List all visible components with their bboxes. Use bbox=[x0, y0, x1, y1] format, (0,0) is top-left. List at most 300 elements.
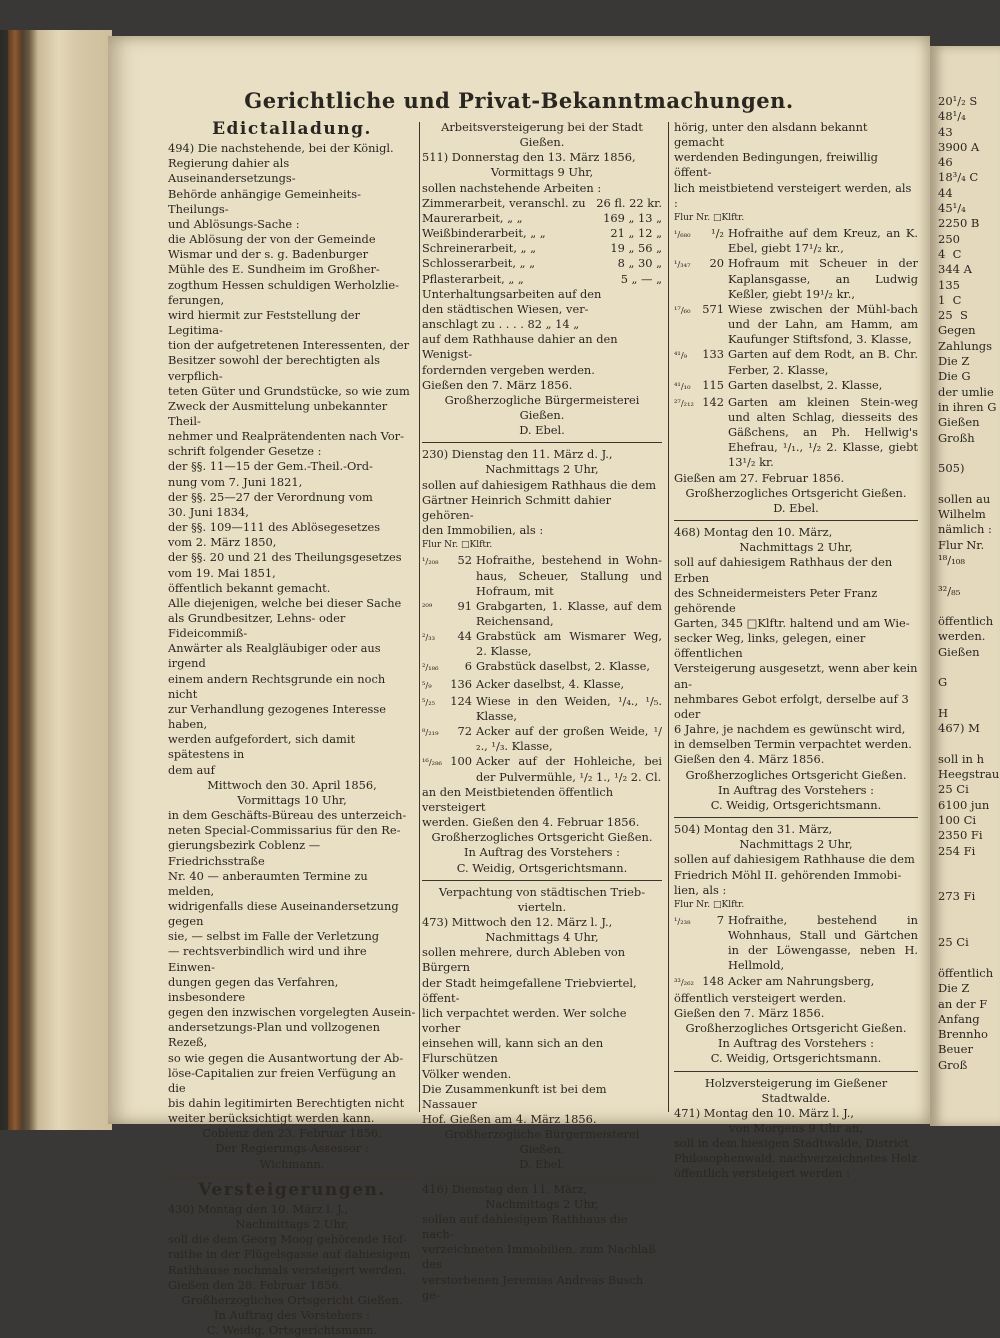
parcel-entry bbox=[422, 724, 662, 754]
work-type: Zimmerarbeit, veranschl. zu bbox=[422, 195, 586, 210]
text-line: dungen gegen das Verfahren, insbesondere bbox=[168, 974, 339, 1004]
work-type: Schlosserarbeit, „ „ bbox=[422, 256, 536, 271]
facing-page-line bbox=[938, 599, 1000, 614]
notice-title: vierteln. bbox=[517, 899, 567, 914]
parcel-flur: ²/₁₈₆ bbox=[422, 663, 439, 674]
text-line: Nachmittags 2 Uhr, bbox=[739, 837, 853, 852]
book-binding bbox=[0, 30, 112, 1130]
parcel-description: Garten daselbst, 2. Klasse, bbox=[728, 377, 883, 392]
facing-page-line bbox=[938, 951, 1000, 966]
parcel-area: 100 bbox=[450, 754, 472, 769]
parcel-flur: ⁸/₂₁₉ bbox=[422, 728, 439, 739]
parcel-flur: ¹⁶/₂₈₆ bbox=[422, 758, 442, 769]
text-line: Großherzogliches Ortsgericht Gießen. bbox=[685, 1021, 907, 1036]
notice-text bbox=[674, 991, 918, 1067]
notice-divider bbox=[422, 880, 662, 881]
facing-page-line: Beuer bbox=[938, 1042, 973, 1057]
facing-page-line bbox=[938, 446, 1000, 461]
column-rule bbox=[419, 122, 420, 1112]
text-line: 30. Juni 1834, bbox=[168, 504, 249, 519]
parcel-description: Wiese in den Weiden, ¹/₄., ¹/₅. Klasse, bbox=[476, 693, 662, 723]
parcel-flur: ⁴¹/₉ bbox=[674, 351, 688, 362]
work-cost: 169 „ 13 „ bbox=[603, 210, 662, 225]
parcel-flur: ⁵/₉ bbox=[422, 680, 432, 691]
text-line: nehmer und Realprätendenten nach Vor- bbox=[168, 429, 404, 444]
text-line: sollen auf dahiesigem Rathhaus die nach- bbox=[422, 1211, 628, 1242]
text-line: In Auftrag des Vorstehers : bbox=[214, 1308, 370, 1323]
text-line: Coblenz den 23. Februar 1856. bbox=[202, 1126, 382, 1141]
text-line: anschlagt zu . . . . 82 „ 14 „ bbox=[422, 317, 580, 332]
text-line: neten Special-Commissarius für den Re- bbox=[168, 823, 401, 838]
section-heading-edictal: Edictalladung. bbox=[212, 119, 372, 139]
parcel-flur: ¹/₆₈₀ bbox=[674, 230, 691, 241]
text-line: sollen mehrere, durch Ableben von Bürgern bbox=[422, 945, 626, 975]
parcel-description: Hofraithe, bestehend in Wohn-haus, Scheuer, Stallung und Hofraum, mit bbox=[476, 553, 662, 598]
parcel-column-header: Flur Nr. □Klftr. bbox=[422, 540, 493, 551]
text-line: werden. Gießen den 4. Februar 1856. bbox=[422, 815, 640, 830]
text-line: C. Weidig, Ortsgerichtsmann. bbox=[710, 1051, 882, 1066]
facing-page-line: öffentlich bbox=[938, 965, 994, 980]
work-cost-row bbox=[422, 211, 662, 226]
text-line: öffentlich versteigert werden : bbox=[674, 1166, 851, 1181]
parcel-flur: ³³/₂₆₂ bbox=[674, 977, 694, 988]
facing-page-line bbox=[938, 920, 1000, 935]
parcel-area: 72 bbox=[457, 724, 472, 739]
text-line: hörig, unter den alsdann bekannt gemacht bbox=[674, 120, 868, 150]
facing-page-line: 43 bbox=[938, 124, 953, 139]
facing-page-line: 25 Ci bbox=[938, 782, 969, 797]
text-line: gierungsbezirk Coblenz — Friedrichsstraße bbox=[168, 838, 321, 868]
parcel-flur: ¹/₂₃₈ bbox=[674, 916, 691, 927]
text-line: Friedrich Möhl II. gehörenden Immobi- bbox=[674, 867, 902, 882]
text-line: 430) Montag den 10. März l. J., bbox=[168, 1201, 348, 1216]
work-cost: 5 „ — „ bbox=[620, 271, 662, 286]
text-line: Nachmittags 2 Uhr, bbox=[485, 1196, 599, 1211]
facing-page-line: 273 Fi bbox=[938, 889, 976, 904]
text-line: 6 Jahre, je nachdem es gewünscht wird, bbox=[674, 722, 906, 737]
text-line: der §§. 25—27 der Verordnung vom bbox=[168, 489, 373, 504]
notice-473 bbox=[422, 915, 662, 1173]
text-line: löse-Capitalien zur freien Verfügung an die bbox=[168, 1065, 396, 1095]
parcel-list bbox=[674, 913, 918, 991]
parcel-description: Hofraithe, bestehend in Wohnhaus, Stall und Gärtchen in der Löwengasse, neben H. Hellmold, bbox=[728, 912, 918, 973]
facing-page-line: 1 C bbox=[938, 292, 962, 307]
facing-page-line: in ihren G bbox=[938, 399, 997, 414]
text-line: lien, als : bbox=[674, 882, 727, 897]
text-line: andersetzungs-Plan und vollzogenen Rezeß, bbox=[168, 1020, 380, 1050]
parcel-entry bbox=[422, 599, 662, 629]
text-line: vom 19. Mai 1851, bbox=[168, 565, 276, 580]
text-line: verzeichneten Immobilien, zum Nachlaß des bbox=[422, 1242, 656, 1272]
work-cost-row bbox=[422, 256, 662, 271]
facing-page-line bbox=[938, 568, 1000, 583]
parcel-area: 124 bbox=[450, 693, 472, 708]
parcel-entry bbox=[674, 226, 918, 256]
text-line: C. Weidig, Ortsgerichtsmann. bbox=[710, 797, 882, 812]
parcel-flur: ²⁰⁹ bbox=[422, 602, 433, 613]
facing-page-line: 100 Ci bbox=[938, 812, 977, 827]
facing-page-line: 3900 A bbox=[938, 139, 980, 154]
text-line: D. Ebel. bbox=[519, 1157, 565, 1172]
facing-page-line: 254 Fi bbox=[938, 843, 976, 858]
text-line: sie, — selbst im Falle der Verletzung bbox=[168, 929, 380, 944]
newspaper-page bbox=[108, 36, 930, 1338]
facing-page-line: Die Z bbox=[938, 354, 970, 369]
text-line: widrigenfalls diese Auseinandersetzung gegen bbox=[168, 898, 399, 929]
facing-page-line: sollen au bbox=[938, 491, 991, 506]
text-line: nung vom 7. Juni 1821, bbox=[168, 474, 303, 489]
notice-230 bbox=[422, 447, 662, 538]
text-line: Großherzogliches Ortsgericht Gießen. bbox=[685, 485, 907, 500]
parcel-area: 91 bbox=[457, 598, 472, 613]
work-type: Schreinerarbeit, „ „ bbox=[422, 241, 537, 256]
section-heading-versteigerungen: Versteigerungen. bbox=[198, 1179, 386, 1200]
text-line: einem andern Rechtsgrunde ein noch nicht bbox=[168, 671, 386, 701]
text-line: Regierung dahier als Auseinandersetzungs- bbox=[168, 156, 296, 186]
text-line: nehmbares Gebot erfolgt, derselbe auf 3 oder bbox=[674, 691, 909, 721]
facing-page-line: nämlich : bbox=[938, 522, 992, 537]
facing-page-line: an der F bbox=[938, 996, 988, 1011]
text-line: Philosophenwald, nachverzeichnetes Holz bbox=[674, 1151, 918, 1166]
facing-page-line: der umlie bbox=[938, 384, 994, 399]
parcel-description: Acker daselbst, 4. Klasse, bbox=[476, 676, 625, 691]
text-line: Gießen den 28. Februar 1856. bbox=[168, 1277, 343, 1292]
text-line: als Grundbesitzer, Lehns- oder Fideicommiß- bbox=[168, 611, 346, 641]
parcel-area: 571 bbox=[702, 301, 724, 316]
notice-text bbox=[674, 471, 918, 516]
parcel-entry bbox=[674, 913, 918, 974]
text-line: D. Ebel. bbox=[773, 500, 819, 515]
parcel-flur: ⁴¹/₁₀ bbox=[674, 381, 691, 392]
text-line: Hof. Gießen am 4. März 1856. bbox=[422, 1112, 597, 1126]
text-line: Alle diejenigen, welche bei dieser Sache bbox=[168, 595, 402, 610]
parcel-description: Acker auf der großen Weide, ¹/₂., ¹/₃. Klasse, bbox=[476, 724, 662, 754]
facing-page-line: öffentlich bbox=[938, 614, 994, 629]
facing-page-line: soll in h bbox=[938, 751, 984, 766]
text-line: weiter berücksichtigt werden kann. bbox=[168, 1111, 375, 1126]
text-line: sollen auf dahiesigem Rathhaus die dem bbox=[422, 477, 656, 492]
facing-page-line bbox=[938, 905, 1000, 920]
facing-page-fragment bbox=[930, 46, 1000, 1126]
parcel-description: Acker am Nahrungsberg, bbox=[728, 973, 875, 988]
facing-page-line: Gießen bbox=[938, 415, 980, 430]
column-3 bbox=[674, 120, 918, 1182]
text-line: wird hiermit zur Feststellung der Legitima- bbox=[168, 307, 360, 338]
text-line: vom 2. März 1850, bbox=[168, 535, 277, 550]
text-line: C. Weidig, Ortsgerichtsmann. bbox=[456, 860, 628, 875]
text-line: in demselben Termin verpachtet werden. bbox=[674, 737, 912, 752]
text-line: Nachmittags 2 Uhr, bbox=[739, 540, 853, 555]
parcel-area: 133 bbox=[702, 347, 724, 362]
parcel-flur: ¹/₂₀₈ bbox=[422, 557, 439, 568]
facing-page-line: 48¹/₄ bbox=[938, 109, 966, 124]
parcel-area: 115 bbox=[702, 377, 724, 392]
text-line: teten Güter und Grundstücke, so wie zum bbox=[168, 383, 410, 398]
notice-430 bbox=[168, 1202, 416, 1338]
parcel-entry bbox=[422, 659, 662, 676]
text-line: schrift folgender Gesetze : bbox=[168, 444, 322, 459]
text-line: Mittwoch den 30. April 1856, bbox=[207, 777, 377, 792]
facing-page-line: Gießen bbox=[938, 644, 980, 659]
notice-title: Holzversteigerung im Gießener bbox=[704, 1075, 888, 1090]
text-line: C. Weidig, Ortsgerichtsmann. bbox=[206, 1323, 378, 1338]
notice-text bbox=[422, 287, 662, 439]
facing-page-line: G bbox=[938, 675, 948, 690]
facing-page-line bbox=[938, 874, 1000, 889]
parcel-entry bbox=[674, 974, 918, 991]
facing-page-line bbox=[938, 859, 1000, 874]
text-line: dem auf bbox=[168, 762, 215, 777]
text-line: zogthum Hessen schuldigen Werholzlie- bbox=[168, 277, 400, 292]
text-line: ferungen, bbox=[168, 292, 225, 307]
facing-page-line: 45¹/₄ bbox=[938, 201, 966, 216]
facing-page-line bbox=[938, 660, 1000, 675]
text-line: und Ablösungs-Sache : bbox=[168, 216, 300, 231]
text-line: an den Meistbietenden öffentlich versteigert bbox=[422, 784, 614, 814]
text-line: 473) Mittwoch den 12. März l. J., bbox=[422, 914, 613, 929]
parcel-entry bbox=[674, 347, 918, 377]
facing-page-line: 46 bbox=[938, 155, 953, 170]
parcel-area: 52 bbox=[457, 553, 472, 568]
notice-divider bbox=[674, 520, 918, 521]
parcel-description: Hofraithe auf dem Kreuz, an K. Ebel, giebt 17¹/₂ kr., bbox=[728, 226, 918, 256]
parcel-column-header: Flur Nr. □Klftr. bbox=[674, 899, 745, 910]
parcel-column-header: Flur Nr. □Klftr. bbox=[674, 212, 745, 223]
text-line: Wichmann. bbox=[259, 1156, 325, 1171]
text-line: Nachmittags 2 Uhr, bbox=[235, 1217, 349, 1232]
column-rule bbox=[668, 122, 669, 1112]
text-line: In Auftrag des Vorstehers : bbox=[718, 1036, 874, 1051]
work-cost-row bbox=[422, 272, 662, 287]
facing-page-line: 250 bbox=[938, 231, 960, 246]
text-line: 230) Dienstag den 11. März d. J., bbox=[422, 447, 613, 462]
text-line: Großherzogliche Bürgermeisterei Gießen. bbox=[444, 392, 640, 422]
text-line: Nachmittags 4 Uhr, bbox=[485, 930, 599, 945]
parcel-description: Hofraum mit Scheuer in der Kaplansgasse, an Ludwig Keßler, giebt 19¹/₂ kr., bbox=[728, 256, 918, 301]
text-line: Nr. 40 — anberaumten Termine zu melden, bbox=[168, 868, 368, 898]
text-line: Mühle des E. Sundheim im Großher- bbox=[168, 262, 380, 277]
parcel-description: Wiese zwischen der Mühl-bach und der Lahn, am Hamm, am Kaufunger Stiftsfond, 3. Klasse, bbox=[728, 301, 918, 347]
parcel-list bbox=[422, 553, 662, 784]
parcel-entry bbox=[422, 754, 662, 784]
text-line: Behörde anhängige Gemeinheits-Theilungs- bbox=[168, 186, 361, 216]
text-line: von Morgens 9 Uhr an, bbox=[729, 1121, 863, 1135]
text-line: lich meistbietend versteigert werden, als : bbox=[674, 180, 912, 210]
text-line: 494) Die nachstehende, bei der Königl. bbox=[168, 141, 394, 156]
work-cost-row bbox=[422, 241, 662, 256]
facing-page-line: 135 bbox=[938, 277, 960, 292]
text-line: den städtischen Wiesen, ver- bbox=[422, 301, 589, 316]
text-line: der §§. 109—111 des Ablösegesetzes bbox=[168, 520, 381, 535]
text-line: soll die dem Georg Moog gehörende Hof- bbox=[168, 1232, 407, 1247]
work-cost: 19 „ 56 „ bbox=[610, 241, 662, 256]
text-line: secker Weg, links, gelegen, einer öffentlichen bbox=[674, 631, 866, 661]
text-line: sollen auf dahiesigem Rathhause die dem bbox=[674, 852, 915, 867]
parcel-description: Grabstück am Wismarer Weg, 2. Klasse, bbox=[476, 629, 662, 659]
text-line: Gießen den 7. März 1856. bbox=[422, 377, 573, 392]
text-line: 416) Dienstag den 11. März, bbox=[422, 1181, 588, 1196]
parcel-area: 44 bbox=[457, 629, 472, 644]
parcel-entry bbox=[422, 629, 662, 659]
facing-page-text bbox=[930, 46, 1000, 1073]
facing-page-line: 2250 B bbox=[938, 216, 980, 231]
facing-page-line: 2350 Fi bbox=[938, 828, 983, 843]
parcel-area: 7 bbox=[716, 912, 724, 927]
text-line: Gießen den 4. März 1856. bbox=[674, 752, 825, 767]
facing-page-line: Gegen bbox=[938, 323, 976, 338]
work-type: Weißbinderarbeit, „ „ bbox=[422, 226, 546, 241]
text-line: des Schneidermeisters Peter Franz gehörende bbox=[674, 585, 878, 615]
parcel-list bbox=[674, 226, 918, 471]
text-line: auf dem Rathhause dahier an den Wenigst- bbox=[422, 332, 618, 362]
parcel-entry bbox=[422, 677, 662, 694]
section-divider bbox=[168, 1176, 416, 1179]
notice-divider bbox=[674, 1071, 918, 1072]
facing-page-line: Groß bbox=[938, 1057, 968, 1072]
facing-page-line: 6100 jun bbox=[938, 797, 990, 812]
work-cost: 26 fl. 22 kr. bbox=[596, 195, 662, 210]
parcel-entry bbox=[674, 256, 918, 301]
parcel-area: 6 bbox=[464, 659, 472, 674]
text-line: Die Zusammenkunft ist bei dem Nassauer bbox=[422, 1081, 607, 1111]
parcel-flur: ¹/₃₄₇ bbox=[674, 260, 691, 271]
text-line: Zweck der Ausmittelung unbekannter Theil- bbox=[168, 398, 388, 428]
work-type: Maurerarbeit, „ „ bbox=[422, 210, 523, 225]
text-line: Der Regierungs-Assessor : bbox=[215, 1141, 369, 1156]
notice-continuation bbox=[674, 120, 918, 211]
parcel-flur: ⁵/₂₅ bbox=[422, 697, 436, 708]
facing-page-line: 18³/₄ C bbox=[938, 170, 979, 185]
text-line: 504) Montag den 31. März, bbox=[674, 822, 833, 837]
text-line: In Auftrag des Vorstehers : bbox=[464, 845, 620, 860]
notice-504 bbox=[674, 822, 918, 898]
facing-page-line bbox=[938, 691, 1000, 706]
column-2 bbox=[422, 120, 662, 1303]
text-line: D. Ebel. bbox=[519, 423, 565, 438]
text-line: Versteigerung ausgesetzt, wenn aber kein an- bbox=[674, 661, 918, 691]
text-line: öffentlich bekannt gemacht. bbox=[168, 580, 331, 595]
text-line: den Immobilien, als : bbox=[422, 523, 544, 538]
facing-page-line: Wilhelm bbox=[938, 507, 986, 522]
text-line: Garten, 345 □Klftr. haltend und am Wie- bbox=[674, 616, 910, 630]
parcel-area: 136 bbox=[450, 676, 472, 691]
facing-page-line: 25 S bbox=[938, 308, 968, 323]
text-line: so wie gegen die Ausantwortung der Ab- bbox=[168, 1050, 404, 1065]
text-line: Wismar und der s. g. Badenburger bbox=[168, 247, 369, 262]
notice-divider bbox=[422, 1177, 662, 1178]
notice-494 bbox=[168, 141, 416, 1172]
facing-page-line: 467) M bbox=[938, 721, 980, 736]
notice-title: Gießen. bbox=[519, 135, 565, 150]
text-line: Völker wenden. bbox=[422, 1066, 512, 1081]
notice-number-511: 511) Donnerstag den 13. März 1856, bbox=[422, 150, 636, 165]
text-line: werden aufgefordert, sich damit spätestens in bbox=[168, 732, 356, 762]
text-line: öffentlich versteigert werden. bbox=[674, 990, 847, 1005]
text-line: Großherzogliche Bürgermeisterei Gießen. bbox=[444, 1127, 640, 1157]
notice-title: Verpachtung von städtischen Trieb- bbox=[438, 884, 646, 899]
parcel-description: Garten am kleinen Stein-weg und alten Schlag, diesseits des Gäßchens, an Ph. Hellwig's Ehefrau, ¹/₁., ¹/₂ 2. Klasse, giebt 13¹/₂ kr. bbox=[728, 394, 918, 470]
facing-page-line bbox=[938, 736, 1000, 751]
notice-468 bbox=[674, 525, 918, 813]
parcel-flur: ²/₃₃ bbox=[422, 633, 436, 644]
facing-page-line: H bbox=[938, 705, 949, 720]
work-type: Pflasterarbeit, „ „ bbox=[422, 271, 524, 286]
parcel-entry bbox=[674, 302, 918, 347]
notice-divider bbox=[422, 442, 662, 443]
text-line: Anwärter als Realgläubiger oder aus irgend bbox=[168, 641, 381, 671]
text-line: Gärtner Heinrich Schmitt dahier gehören- bbox=[422, 492, 612, 522]
facing-page-line: Zahlungs bbox=[938, 338, 993, 353]
text-line: Unterhaltungsarbeiten auf den bbox=[422, 286, 602, 301]
parcel-area: 20 bbox=[709, 256, 724, 271]
facing-page-line: Flur Nr. bbox=[938, 537, 985, 552]
facing-page-line: 20¹/₂ S bbox=[938, 94, 978, 108]
work-cost: 21 „ 12 „ bbox=[610, 226, 662, 241]
notice-416 bbox=[422, 1182, 662, 1303]
parcel-description: Garten auf dem Rodt, an B. Chr. Ferber, 2. Klasse, bbox=[728, 347, 918, 377]
facing-page-line: 344 A bbox=[938, 262, 972, 277]
text-line: Großherzogliches Ortsgericht Gießen. bbox=[685, 767, 907, 782]
parcel-flur: ¹⁷/₆₀ bbox=[674, 305, 691, 316]
text-line: gegen den inzwischen vorgelegten Ausein- bbox=[168, 1005, 416, 1020]
work-cost-row bbox=[422, 196, 662, 211]
text-line: zur Verhandlung gezogenes Interesse haben, bbox=[168, 701, 386, 732]
page-masthead: Gerichtliche und Privat-Bekanntmachungen. bbox=[244, 88, 794, 113]
text-line: Vormittags 10 Uhr, bbox=[237, 792, 347, 807]
text-line: Rathhause nochmals versteigert werden. bbox=[168, 1262, 406, 1277]
parcel-entry bbox=[422, 694, 662, 724]
text-line: die Ablösung der von der Gemeinde bbox=[168, 232, 376, 247]
text-line: raithe in der Flügelsgasse auf dahiesigem bbox=[168, 1247, 411, 1262]
facing-page-line: 4 C bbox=[938, 246, 962, 261]
work-cost-table bbox=[422, 196, 662, 287]
parcel-entry bbox=[674, 395, 918, 471]
facing-page-line: Großh bbox=[938, 430, 975, 445]
notice-time: Vormittags 9 Uhr, bbox=[490, 165, 594, 180]
column-1 bbox=[168, 120, 416, 1338]
text-line: der §§. 11—15 der Gem.-Theil.-Ord- bbox=[168, 459, 373, 474]
text-line: 471) Montag den 10. März l. J., bbox=[674, 1105, 854, 1120]
parcel-description: Grabstück daselbst, 2. Klasse, bbox=[476, 659, 651, 674]
notice-title: Stadtwalde. bbox=[761, 1090, 831, 1105]
text-line: der §§. 20 und 21 des Theilungsgesetzes bbox=[168, 550, 402, 565]
notice-title: Arbeitsversteigerung bei der Stadt bbox=[441, 120, 643, 134]
facing-page-line bbox=[938, 476, 1000, 491]
parcel-description: Grabgarten, 1. Klasse, auf dem Reichensand, bbox=[476, 598, 662, 628]
facing-page-line: Die G bbox=[938, 369, 971, 384]
text-line: lich verpachtet werden. Wer solche vorher bbox=[422, 1005, 627, 1036]
text-line: tion der aufgetretenen Interessenten, der bbox=[168, 338, 410, 353]
text-line: In Auftrag des Vorstehers : bbox=[718, 782, 874, 797]
text-line: bis dahin legitimirten Berechtigten nicht bbox=[168, 1096, 405, 1110]
facing-page-line: Brennho bbox=[938, 1027, 988, 1042]
text-line: Großherzogliches Ortsgericht Gießen. bbox=[431, 830, 653, 845]
facing-page-line: 505) bbox=[938, 461, 965, 476]
facing-page-line: 44 bbox=[938, 185, 953, 200]
facing-page-line: 25 Ci bbox=[938, 935, 969, 950]
text-line: einsehen will, kann sich an den Flurschützen bbox=[422, 1036, 604, 1066]
text-line: werdenden Bedingungen, freiwillig öffent- bbox=[674, 150, 878, 180]
notice-471 bbox=[674, 1106, 918, 1182]
text-line: Besitzer sowohl der berechtigten als verpflich- bbox=[168, 353, 380, 383]
facing-page-line: Anfang bbox=[938, 1011, 980, 1026]
facing-page-line: ¹⁸/₁₀₈ bbox=[938, 552, 965, 567]
text-line: Nachmittags 2 Uhr, bbox=[485, 462, 599, 477]
text-line: Großherzogliches Ortsgericht Gießen. bbox=[181, 1292, 403, 1307]
notice-text: sollen nachstehende Arbeiten : bbox=[422, 180, 602, 195]
parcel-description: Acker auf der Hohleiche, bei der Pulvermühle, ¹/₂ 1., ¹/₂ 2. Cl. bbox=[476, 754, 662, 784]
parcel-area: 148 bbox=[702, 973, 724, 988]
